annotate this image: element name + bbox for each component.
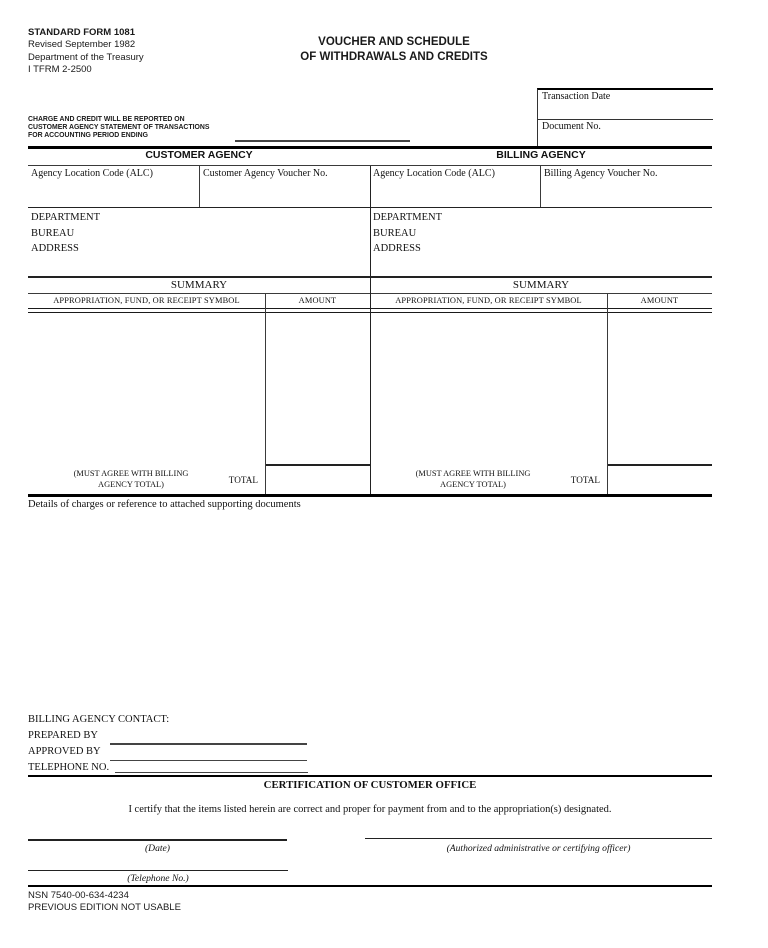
table-bottom-border [28,494,712,497]
telephone-no-field[interactable] [115,772,308,774]
billing-alc-label: Agency Location Code (ALC) [373,168,495,179]
form-reference: I TFRM 2-2500 [28,64,92,76]
nsn-number: NSN 7540-00-634-4234 [28,890,129,901]
approved-by-label: APPROVED BY [28,746,101,757]
billing-total-amount-field[interactable] [608,466,712,494]
customer-total-label: TOTAL [228,475,258,485]
transaction-date-field[interactable] [538,90,713,120]
customer-voucher-no-label: Customer Agency Voucher No. [203,168,328,179]
customer-voucher-no-field[interactable] [199,166,370,206]
details-caption: Details of charges or reference to attached supporting documents [28,499,301,510]
billing-voucher-no-label: Billing Agency Voucher No. [544,168,658,179]
billing-total-label: TOTAL [570,475,600,485]
customer-amount-entries-field[interactable] [266,310,370,464]
billing-alc-field[interactable] [370,166,540,206]
billing-symbol-entries-field[interactable] [371,310,607,464]
form-bottom-border [28,885,712,888]
officer-signature-field[interactable] [365,838,712,840]
form-title-line1: VOUCHER AND SCHEDULE [318,36,470,48]
telephone-no-label: TELEPHONE NO. [28,762,110,773]
billing-summary-header: SUMMARY [512,278,570,291]
billing-total-row [370,465,607,494]
customer-total-row [28,465,265,494]
certification-statement: I certify that the items listed herein are correct and proper for payment from and to the appropriation(s) designated. [128,804,612,815]
accounting-period-field[interactable] [235,140,410,142]
customer-summary-header: SUMMARY [170,278,228,291]
certification-telephone-field[interactable] [28,870,288,872]
billing-department-label: DEPARTMENT [373,212,442,223]
transaction-date-label: Transaction Date [542,91,611,102]
date-signature-label: (Date) [144,843,171,854]
notice-line1: CHARGE AND CREDIT WILL BE REPORTED ON [28,116,185,123]
certification-top-border [28,775,712,778]
edition-note: PREVIOUS EDITION NOT USABLE [28,902,181,914]
billing-bureau-label: BUREAU [373,227,417,239]
customer-agency-header: CUSTOMER AGENCY [145,149,253,161]
customer-symbol-entries-field[interactable] [28,310,265,464]
form-title [104,35,684,64]
notice-line2: CUSTOMER AGENCY STATEMENT OF TRANSACTIONS [28,124,210,131]
certification-telephone-label: (Telephone No.) [127,873,189,884]
document-no-field[interactable] [538,120,713,146]
customer-total-amount-field[interactable] [266,466,370,494]
customer-address-field[interactable] [28,207,369,276]
officer-signature-label: (Authorized administrative or certifying officer) [446,843,631,854]
approved-by-field[interactable] [110,760,307,762]
customer-alc-field[interactable] [28,166,199,206]
billing-must-agree-note: (MUST AGREE WITH BILLING AGENCY TOTAL) [415,469,531,489]
customer-bureau-label: BUREAU [31,227,75,239]
customer-amount-column-header: AMOUNT [298,295,337,305]
customer-symbol-column-header: APPROPRIATION, FUND, OR RECEIPT SYMBOL [53,295,240,305]
billing-contact-heading: BILLING AGENCY CONTACT: [28,714,170,725]
billing-voucher-no-field[interactable] [540,166,712,206]
form-number: STANDARD FORM 1081 [28,27,135,38]
billing-address-field[interactable] [370,207,712,276]
form-agency: Department of the Treasury [28,51,144,63]
document-no-label: Document No. [542,121,601,132]
meta-box [537,88,713,149]
billing-amount-column-header: AMOUNT [640,295,679,305]
customer-department-label: DEPARTMENT [31,212,100,223]
notice-line3: FOR ACCOUNTING PERIOD ENDING [28,132,148,139]
prepared-by-field[interactable] [110,743,307,745]
form-title-line2: OF WITHDRAWALS AND CREDITS [300,50,488,63]
date-signature-field[interactable] [28,839,287,841]
billing-address-label: ADDRESS [373,243,421,254]
customer-alc-label: Agency Location Code (ALC) [31,168,153,179]
details-entry-area[interactable] [28,514,712,710]
certification-heading: CERTIFICATION OF CUSTOMER OFFICE [263,779,477,791]
prepared-by-label: PREPARED BY [28,730,98,741]
footer-block [28,890,181,914]
billing-amount-entries-field[interactable] [608,310,712,464]
charge-credit-notice [28,116,209,140]
customer-address-label: ADDRESS [31,243,79,254]
customer-must-agree-note: (MUST AGREE WITH BILLING AGENCY TOTAL) [73,469,189,489]
billing-agency-header: BILLING AGENCY [496,149,586,161]
form-revision: Revised September 1982 [28,39,136,51]
billing-symbol-column-header: APPROPRIATION, FUND, OR RECEIPT SYMBOL [395,295,582,305]
